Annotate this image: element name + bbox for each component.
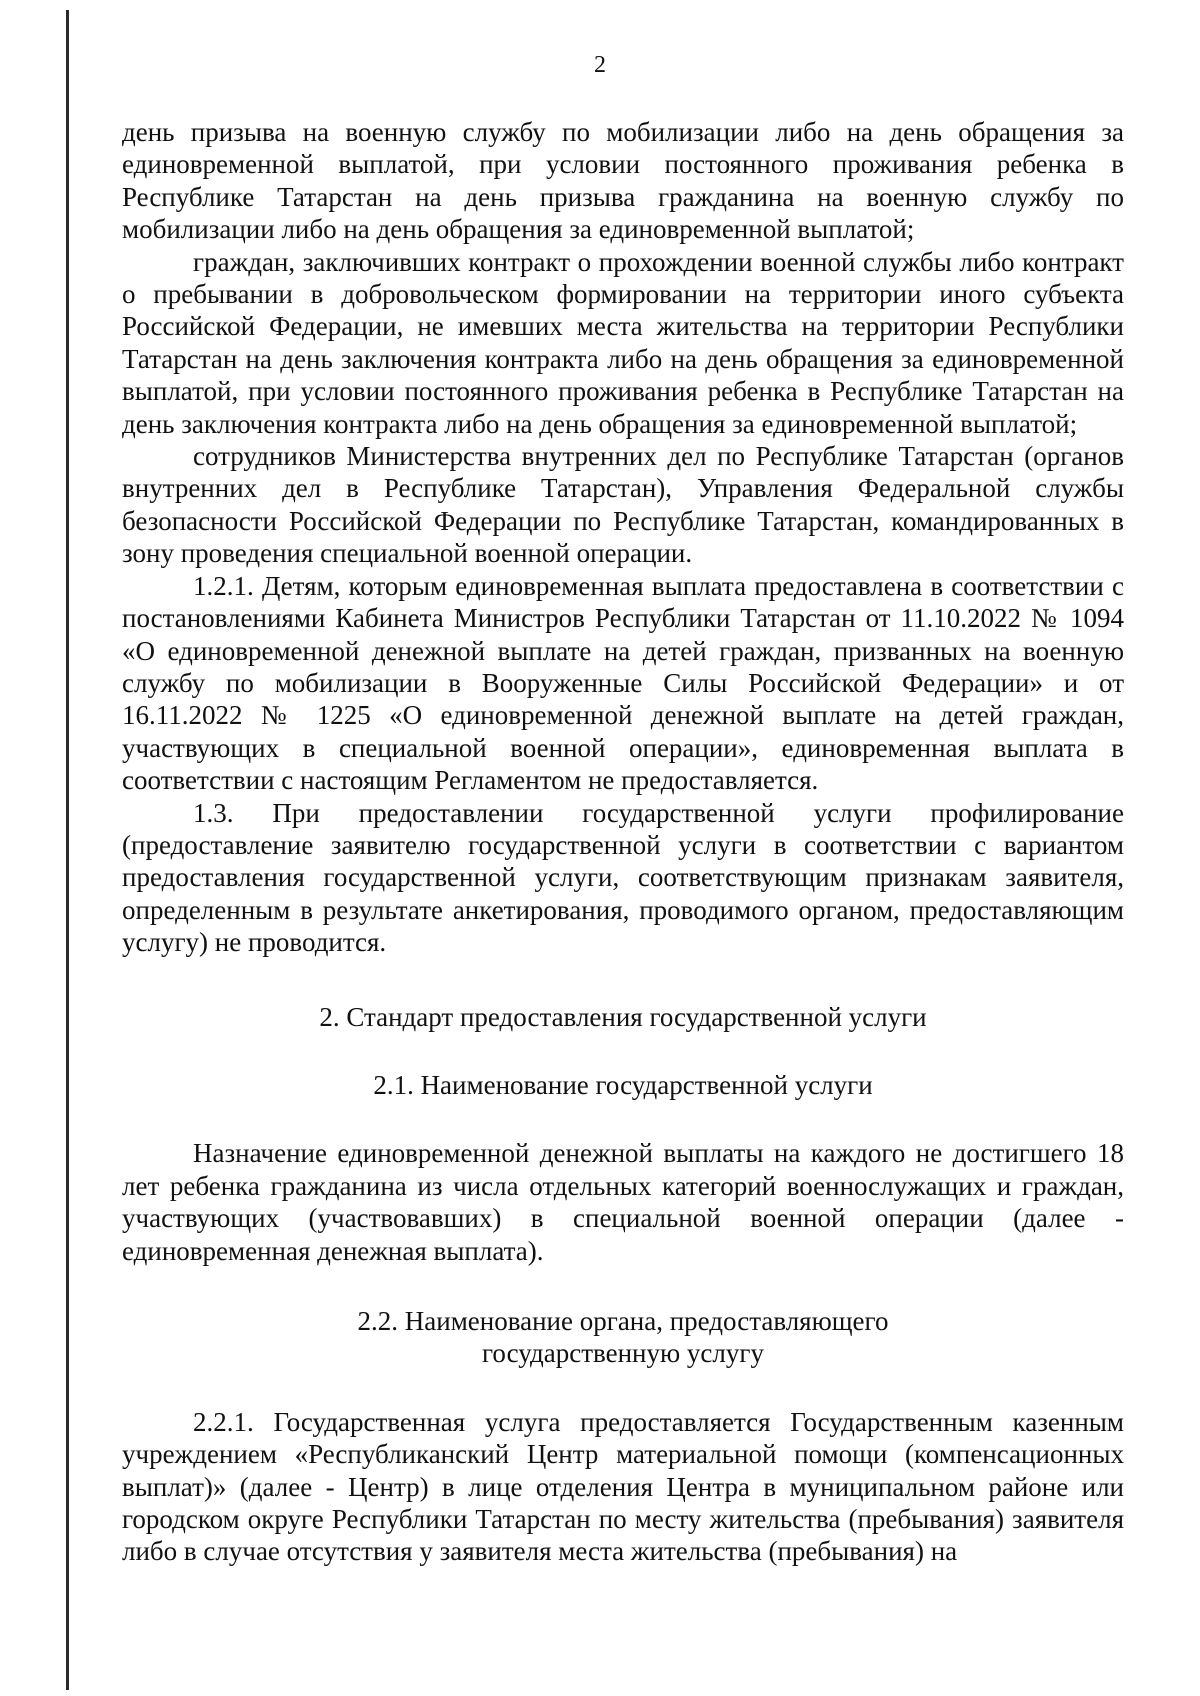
section-2-2-heading — [122, 1305, 1124, 1370]
section-2-2-heading-line1: 2.2. Наименование органа, предоставляющего — [357, 1306, 889, 1336]
section-2-2-heading-line2: государственную услугу — [482, 1338, 764, 1369]
paragraph-1-2-1: 1.2.1. Детям, которым единовременная выплата предоставлена в соответствии с постановлениями Кабинета Министров Республики Татарстан от 11.10.2022 № 1094 «О единовременной денежной выплате на детей граждан, призванных на военную службу по мобилизации в Вооруженные Силы Российской Федерации» и от 16.11.2022 № 1225 «О единовременной денежной выплате на детей граждан, участвующих в специальной военной операции», единовременная выплата в соответствии с настоящим Регламентом не предоставляется. — [122, 570, 1124, 796]
page-number: 2 — [594, 52, 606, 78]
paragraph-continuation: день призыва на военную службу по мобилизации либо на день обращения за единовременной выплатой, при условии постоянного проживания ребенка в Республике Татарстан на день призыва гражданина на военную службу по мобилизации либо на день обращения за единовременной выплатой; — [122, 117, 1124, 245]
binding-line — [66, 10, 69, 1690]
paragraph-1-3: 1.3. При предоставлении государственной услуги профилирование (предоставление заявителю государственной услуги в соответствии с вариантом предоставления государственной услуги, соответствующим признакам заявителя, определенным в результате анкетирования, проводимого органом, предоставляющим услугу) не проводится. — [122, 797, 1124, 958]
paragraph-2-2-1: 2.2.1. Государственная услуга предоставляется Государственным казенным учреждением «Республиканский Центр материальной помощи (компенсационных выплат)» (далее - Центр) в лице отделения Центра в муниципальном районе или городском округе Республики Татарстан по месту жительства (пребывания) заявителя либо в случае отсутствия у заявителя места жительства (пребывания) на — [122, 1406, 1124, 1567]
paragraph-contract-citizens: граждан, заключивших контракт о прохождении военной службы либо контракт о пребывании в добровольческом формировании на территории иного субъекта Российской Федерации, не имевших места жительства на территории Республики Татарстан на день заключения контракта либо на день обращения за единовременной выплатой, при условии постоянного проживания ребенка в Республике Татарстан на день заключения контракта либо на день обращения за единовременной выплатой; — [122, 246, 1124, 439]
paragraph-2-1-text: Назначение единовременной денежной выплаты на каждого не достигшего 18 лет ребенка гражданина из числа отдельных категорий военнослужащих и граждан, участвующих (участвовавших) в специальной военной операции (далее - единовременная денежная выплата). — [122, 1138, 1124, 1266]
section-2-heading: 2. Стандарт предоставления государственной услуги — [319, 1001, 927, 1032]
document-body — [122, 116, 1124, 1568]
paragraph-mvd-employees: сотрудников Министерства внутренних дел по Республике Татарстан (органов внутренних дел в Республике Татарстан), Управления Федеральной службы безопасности Российской Федерации по Республике Татарстан, командированных в зону проведения специальной военной операции. — [122, 441, 1124, 569]
section-2-1-heading: 2.1. Наименование государственной услуги — [373, 1069, 873, 1100]
